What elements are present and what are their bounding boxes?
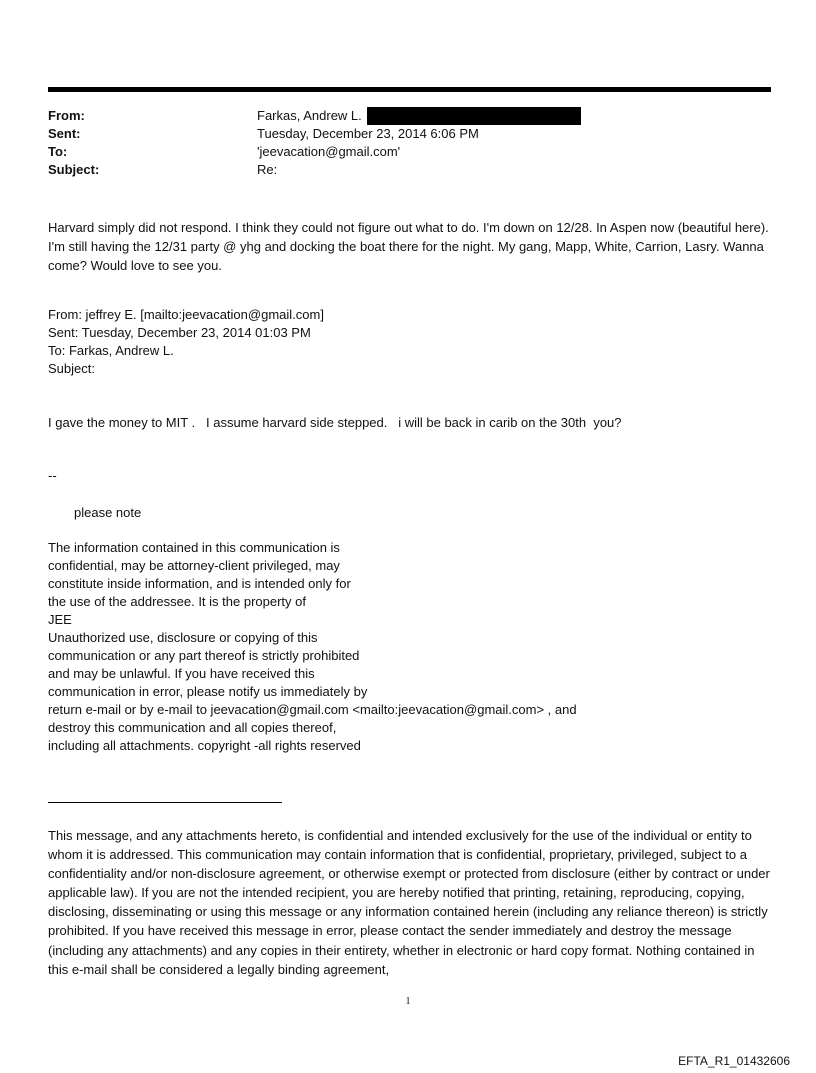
from-value bbox=[257, 107, 581, 125]
disclaimer bbox=[48, 539, 768, 755]
bates-number: EFTA_R1_01432606 bbox=[678, 1054, 790, 1068]
legal-notice: This message, and any attachments hereto, is confidential and intended exclusively for the use of the individual or entity to whom it is addressed. This communication may contain information that is confidential, proprietary, privileged, subject to a confidentiality and/or non-disclosure agreement, or otherwise exempt or protected from disclosure (either by contract or under applicable law). If you are not the intended recipient, you are hereby notified that printing, retaining, reproducing, copying, disclosing, disseminating or using this message or any information contained herein (including any reliance thereon) is strictly prohibited. If you have received this message in error, please contact the sender immediately and destroy the message (including any attachments) and any copies in their entirety, whether in electronic or hard copy format. Nothing contained in this e-mail shall be considered a legally binding agreement, bbox=[48, 828, 770, 977]
disclaimer-line: and may be unlawful. If you have received this bbox=[48, 666, 315, 681]
sent-row bbox=[48, 125, 771, 143]
quoted-sent: Sent: Tuesday, December 23, 2014 01:03 PM bbox=[48, 325, 311, 340]
disclaimer-line: communication in error, please notify us immediately by bbox=[48, 684, 368, 699]
quoted-subject: Subject: bbox=[48, 361, 95, 376]
footnote-rule bbox=[48, 802, 282, 803]
disclaimer-line: communication or any part thereof is strictly prohibited bbox=[48, 648, 360, 663]
quoted-header bbox=[48, 306, 768, 378]
disclaimer-line: destroy this communication and all copies thereof, bbox=[48, 720, 337, 735]
redaction-icon bbox=[367, 107, 581, 125]
subject-label: Subject: bbox=[48, 162, 100, 177]
disclaimer-line: the use of the addressee. It is the property of bbox=[48, 594, 306, 609]
sent-label: Sent: bbox=[48, 126, 81, 141]
quoted-from: From: jeffrey E. [mailto:jeevacation@gmail.com] bbox=[48, 307, 324, 322]
disclaimer-line: The information contained in this communication is bbox=[48, 540, 340, 555]
please-note: please note bbox=[74, 505, 142, 520]
from-name: Farkas, Andrew L. bbox=[257, 108, 362, 123]
subject-value: Re: bbox=[257, 162, 278, 177]
signature-separator: -- bbox=[48, 468, 57, 483]
quoted-to: To: Farkas, Andrew L. bbox=[48, 343, 174, 358]
disclaimer-line: JEE bbox=[48, 612, 72, 627]
subject-row bbox=[48, 161, 771, 179]
to-value: 'jeevacation@gmail.com' bbox=[257, 144, 401, 159]
page-number: 1 bbox=[405, 996, 411, 1007]
disclaimer-line: Unauthorized use, disclosure or copying of this bbox=[48, 630, 318, 645]
to-row bbox=[48, 143, 771, 161]
disclaimer-line: return e-mail or by e-mail to jeevacation@gmail.com <mailto:jeevacation@gmail.com> , and bbox=[48, 702, 577, 717]
from-row bbox=[48, 107, 771, 125]
disclaimer-line: including all attachments. copyright -all rights reserved bbox=[48, 738, 361, 753]
email-header bbox=[48, 107, 771, 179]
disclaimer-line: confidential, may be attorney-client privileged, may bbox=[48, 558, 340, 573]
from-label: From: bbox=[48, 108, 85, 123]
sent-value: Tuesday, December 23, 2014 6:06 PM bbox=[257, 126, 479, 141]
disclaimer-line: constitute inside information, and is intended only for bbox=[48, 576, 351, 591]
quoted-message: I gave the money to MIT . I assume harvard side stepped. i will be back in carib on the 30th you? bbox=[48, 415, 622, 430]
message-body: Harvard simply did not respond. I think they could not figure out what to do. I'm down on 12/28. In Aspen now (beautiful here). I'm still having the 12/31 party @ yhg and docking the boat there for the night. My gang, Mapp, White, Carrion, Lasry. Wanna come? Would love to see you. bbox=[48, 220, 769, 273]
to-label: To: bbox=[48, 144, 68, 159]
header-rule bbox=[48, 87, 771, 92]
